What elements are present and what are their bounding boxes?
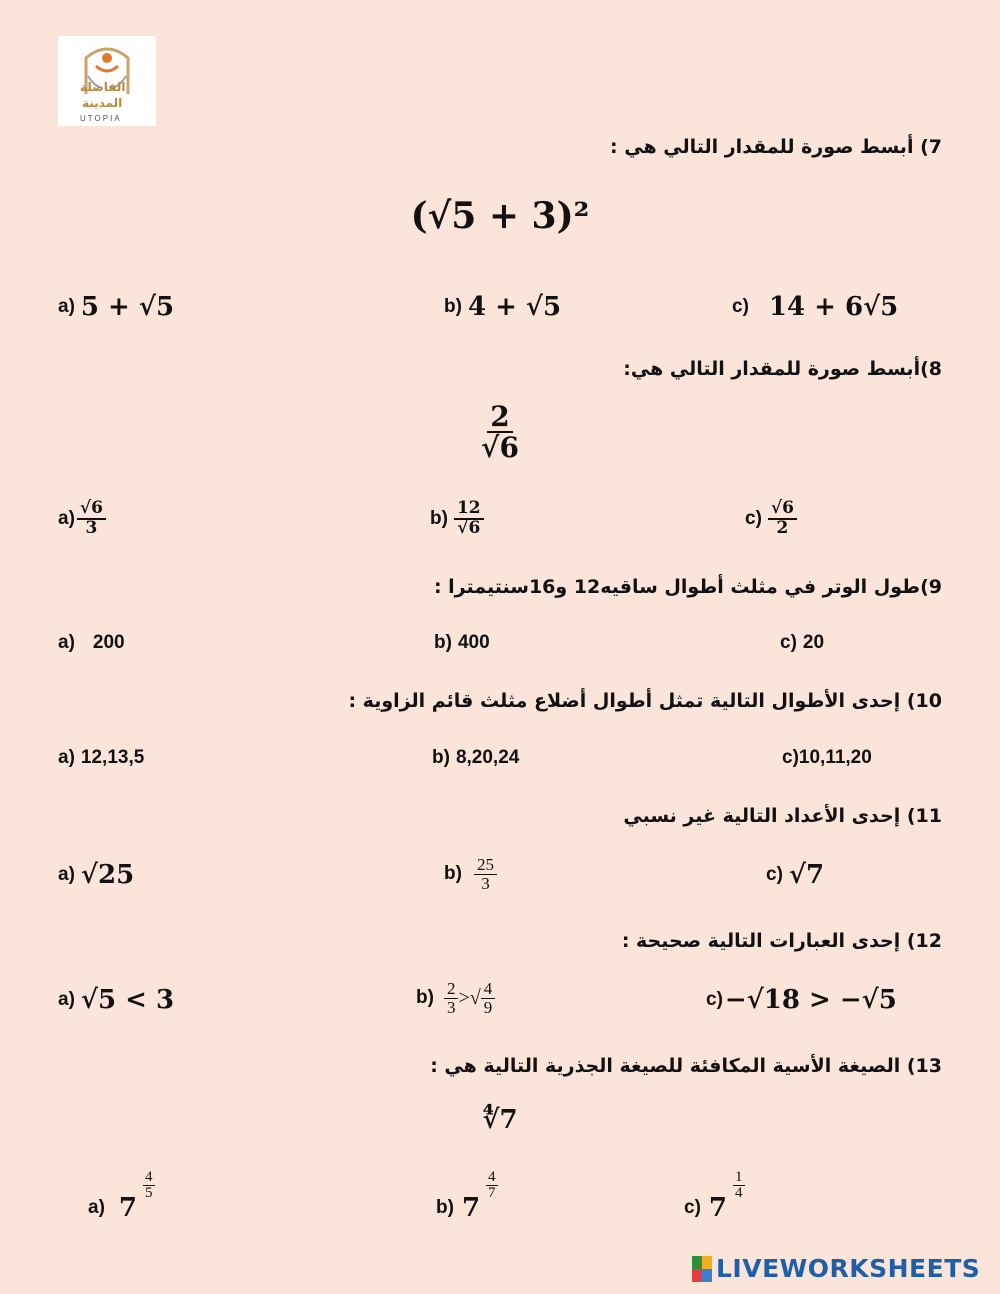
option-label: b) — [432, 747, 450, 768]
option-base: 7 — [708, 1192, 727, 1223]
logo-text-2: المدينة — [82, 96, 123, 110]
q11-option-a[interactable] — [58, 860, 134, 890]
question-7-prompt: 7) أبسط صورة للمقدار التالي هي : — [610, 136, 942, 158]
option-value: 4 + √5 — [467, 292, 562, 322]
option-label: c) — [780, 632, 797, 653]
option-operator: >√ — [458, 986, 481, 1009]
question-12-prompt: 12) إحدى العبارات التالية صحيحة : — [621, 930, 942, 952]
option-label: c) — [745, 507, 762, 529]
option-label: c) — [782, 747, 799, 768]
exponent-denominator: 4 — [735, 1185, 743, 1201]
option-label: a) — [58, 864, 75, 885]
q12-option-a[interactable] — [58, 985, 174, 1015]
option-label: a) — [58, 507, 75, 529]
option-label: a) — [58, 747, 75, 768]
option-label: c) — [684, 1196, 701, 1218]
exponent-numerator: 4 — [488, 1169, 496, 1185]
q13-option-b[interactable] — [436, 1169, 498, 1223]
utopia-logo — [58, 36, 156, 126]
option-denominator: 3 — [85, 517, 98, 538]
option-label: b) — [434, 632, 452, 653]
question-11-prompt: 11) إحدى الأعداد التالية غير نسبي — [623, 805, 942, 827]
option-label: a) — [88, 1196, 105, 1218]
option-value: √7 — [788, 860, 825, 890]
liveworksheets-logo-text: LIVEWORKSHEETS — [716, 1254, 981, 1283]
option-numerator: √6 — [768, 500, 797, 520]
option-label: c) — [706, 989, 723, 1010]
option-base: 7 — [461, 1192, 481, 1223]
option-value: 14 + 6√5 — [768, 292, 899, 322]
option-denominator-2: 9 — [483, 997, 493, 1017]
expr-denominator: √6 — [481, 431, 519, 465]
question-9-prompt: 9)طول الوتر في مثلث أطوال ساقيه12 و16سنتيمترا : — [433, 576, 942, 598]
expr-numerator: 2 — [487, 402, 512, 433]
option-denominator: 3 — [481, 873, 490, 893]
option-numerator-2: 4 — [481, 980, 496, 999]
exponent-numerator: 4 — [145, 1169, 153, 1185]
q9-option-a[interactable] — [58, 632, 125, 654]
question-10-prompt: 10) إحدى الأطوال التالية تمثل أطوال أضلاع مثلث قائم الزاوية : — [348, 690, 942, 712]
q8-option-b[interactable] — [430, 500, 484, 538]
option-label: a) — [58, 296, 75, 317]
q8-option-a[interactable] — [58, 500, 106, 538]
q11-option-b[interactable] — [444, 856, 497, 893]
exponent-denominator: 5 — [145, 1185, 153, 1201]
q13-option-c[interactable] — [684, 1169, 745, 1223]
q7-option-a[interactable] — [58, 292, 174, 322]
question-13-prompt: 13) الصيغة الأسية المكافئة للصيغة الجذرية التالية هي : — [430, 1055, 942, 1077]
option-label: b) — [416, 987, 434, 1009]
option-value: 12,13,5 — [80, 747, 145, 768]
q13-option-a[interactable] — [88, 1169, 155, 1223]
logo-text-3: UTOPIA — [80, 114, 122, 123]
option-numerator: √6 — [77, 500, 106, 520]
option-value: 5 + √5 — [80, 292, 175, 322]
exponent-denominator: 7 — [488, 1185, 496, 1201]
option-base: 7 — [118, 1192, 137, 1223]
option-denominator: √6 — [457, 517, 481, 538]
option-denominator: 3 — [446, 997, 456, 1017]
q8-option-c[interactable] — [745, 500, 797, 538]
option-label: a) — [58, 989, 75, 1010]
option-label: a) — [58, 632, 75, 653]
option-denominator: 2 — [776, 517, 789, 538]
q11-option-c[interactable] — [766, 860, 824, 890]
exponent-numerator: 1 — [735, 1169, 743, 1185]
option-value: 400 — [457, 632, 490, 653]
q10-option-c[interactable] — [782, 747, 872, 769]
liveworksheets-badge — [692, 1256, 712, 1282]
question-8-prompt: 8)أبسط صورة للمقدار التالي هي: — [623, 358, 942, 380]
q12-option-b[interactable] — [416, 980, 495, 1017]
option-label: c) — [732, 296, 749, 317]
q7-option-b[interactable] — [444, 292, 561, 322]
option-value: 8,20,24 — [455, 747, 520, 768]
option-label: c) — [766, 864, 783, 885]
option-value: 10,11,20 — [798, 747, 872, 768]
option-label: b) — [430, 507, 448, 529]
logo-text-1: الفاضلة — [80, 80, 126, 94]
q10-option-b[interactable] — [432, 747, 519, 769]
q7-option-c[interactable] — [732, 292, 898, 322]
option-numerator: 25 — [474, 856, 497, 875]
option-label: b) — [444, 863, 462, 885]
option-label: b) — [444, 296, 462, 317]
q9-option-b[interactable] — [434, 632, 490, 654]
option-value: 200 — [92, 632, 125, 653]
liveworksheets-watermark[interactable] — [692, 1254, 980, 1283]
option-value: −√18 > −√5 — [724, 985, 897, 1015]
q9-option-c[interactable] — [780, 632, 824, 654]
question-8-expression — [0, 402, 1000, 463]
q12-option-c[interactable] — [706, 985, 897, 1015]
option-numerator: 12 — [454, 500, 484, 520]
option-value: √25 — [80, 860, 135, 890]
option-numerator: 2 — [444, 980, 459, 999]
question-7-expression: (√5 + 3)² — [410, 195, 590, 237]
option-value: 20 — [802, 632, 825, 653]
q10-option-a[interactable] — [58, 747, 144, 769]
option-value: √5 < 3 — [80, 985, 175, 1015]
option-label: b) — [436, 1196, 454, 1218]
question-13-expression: ∜7 — [482, 1105, 518, 1135]
